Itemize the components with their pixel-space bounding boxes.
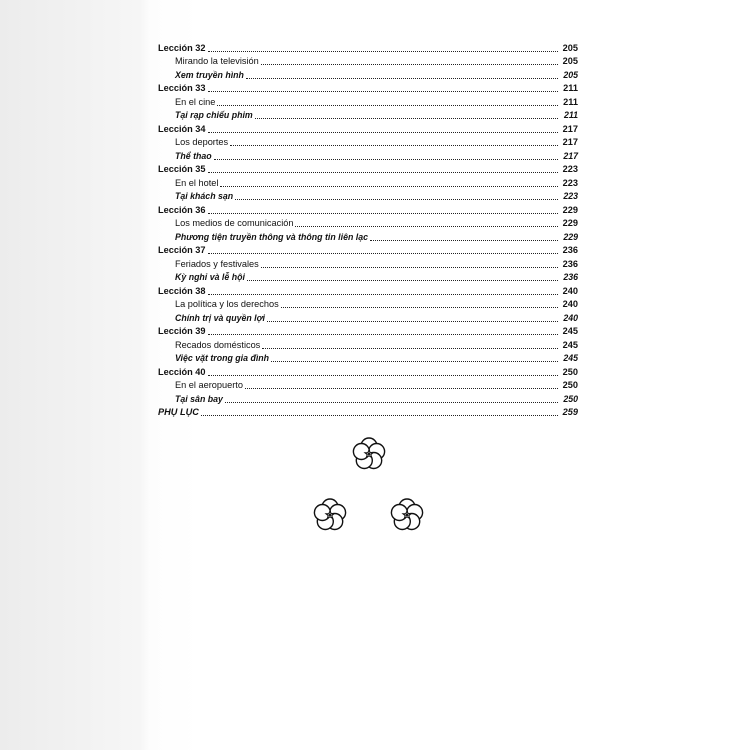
toc-entry-page-number: 250 bbox=[562, 366, 578, 377]
toc-entry-page-number: 240 bbox=[562, 285, 578, 296]
toc-entry-page-number: 245 bbox=[562, 339, 578, 350]
toc-entry-title: Feriados y festivales bbox=[175, 258, 259, 269]
flower-ornament-icon bbox=[353, 438, 384, 469]
toc-entry-vi bbox=[158, 391, 578, 405]
toc-entry-page-number: 229 bbox=[562, 204, 578, 215]
toc-entry-page-number: 217 bbox=[563, 150, 578, 161]
leader-dots bbox=[262, 347, 558, 349]
toc-entry-appendix bbox=[158, 405, 578, 419]
toc-entry-page-number: 236 bbox=[563, 272, 578, 282]
toc-entry-page-number: 236 bbox=[562, 258, 578, 269]
toc-entry-page-number: 240 bbox=[562, 299, 578, 309]
toc-entry-title: Lección 39 bbox=[158, 326, 206, 336]
toc-entry-page-number: 217 bbox=[562, 137, 578, 147]
toc-entry-title: En el hotel bbox=[175, 177, 219, 188]
toc-entry-page-number: 223 bbox=[563, 191, 578, 201]
toc-entry-vi bbox=[158, 270, 578, 284]
toc-entry-lesson bbox=[158, 324, 578, 338]
flower-ornament-icon bbox=[314, 499, 345, 530]
toc-entry-title: Thể thao bbox=[175, 150, 212, 161]
toc-entry-title: Lección 34 bbox=[158, 123, 206, 134]
toc-entry-title: Los medios de comunicación bbox=[175, 218, 294, 228]
table-of-contents bbox=[158, 40, 578, 418]
leader-dots bbox=[261, 63, 558, 65]
leader-dots bbox=[225, 401, 558, 403]
toc-entry-title: Lección 35 bbox=[158, 164, 206, 174]
toc-entry-es bbox=[158, 297, 578, 311]
leader-dots bbox=[230, 144, 558, 146]
leader-dots bbox=[247, 279, 558, 281]
toc-entry-lesson bbox=[158, 283, 578, 297]
toc-entry-title: La política y los derechos bbox=[175, 299, 279, 309]
toc-entry-page-number: 240 bbox=[563, 312, 578, 323]
toc-entry-vi bbox=[158, 310, 578, 324]
leader-dots bbox=[255, 117, 558, 119]
leader-dots bbox=[217, 104, 558, 106]
leader-dots bbox=[245, 387, 558, 389]
leader-dots bbox=[208, 171, 559, 173]
toc-entry-page-number: 229 bbox=[563, 231, 578, 242]
leader-dots bbox=[208, 131, 559, 133]
flower-ornament-icon bbox=[391, 499, 422, 530]
toc-entry-lesson bbox=[158, 40, 578, 54]
leader-dots bbox=[267, 320, 558, 322]
toc-entry-title: Xem truyền hình bbox=[175, 69, 244, 80]
leader-dots bbox=[235, 198, 558, 200]
toc-entry-page-number: 217 bbox=[562, 123, 578, 134]
leader-dots bbox=[208, 293, 559, 295]
leader-dots bbox=[281, 306, 558, 308]
leader-dots bbox=[370, 239, 558, 241]
toc-entry-page-number: 245 bbox=[563, 353, 578, 363]
toc-entry-title: Lección 33 bbox=[158, 83, 206, 93]
toc-entry-es bbox=[158, 94, 578, 108]
leader-dots bbox=[208, 374, 559, 376]
toc-entry-title: Recados domésticos bbox=[175, 339, 261, 350]
toc-entry-lesson bbox=[158, 243, 578, 257]
toc-entry-title: Tại khách sạn bbox=[175, 191, 234, 201]
toc-entry-lesson bbox=[158, 121, 578, 135]
toc-entry-page-number: 223 bbox=[562, 177, 578, 188]
toc-entry-vi bbox=[158, 229, 578, 243]
toc-entry-title: En el aeropuerto bbox=[175, 380, 243, 390]
leader-dots bbox=[246, 77, 558, 79]
toc-entry-title: Phương tiện truyền thông và thông tin liên lạc bbox=[175, 231, 369, 242]
toc-entry-page-number: 250 bbox=[563, 393, 578, 404]
toc-entry-page-number: 211 bbox=[563, 83, 578, 93]
toc-entry-es bbox=[158, 378, 578, 392]
leader-dots bbox=[208, 50, 559, 52]
leader-dots bbox=[201, 414, 558, 416]
toc-entry-title: Kỳ nghỉ và lễ hội bbox=[175, 272, 245, 282]
toc-entry-lesson bbox=[158, 81, 578, 95]
toc-entry-es bbox=[158, 337, 578, 351]
toc-entry-title: Lección 38 bbox=[158, 285, 206, 296]
toc-entry-title: Chính trị và quyền lợi bbox=[175, 312, 265, 323]
toc-entry-vi bbox=[158, 148, 578, 162]
toc-entry-page-number: 259 bbox=[562, 407, 578, 417]
toc-entry-title: Tại sân bay bbox=[175, 393, 223, 404]
toc-entry-page-number: 211 bbox=[563, 110, 578, 120]
leader-dots bbox=[220, 185, 558, 187]
leader-dots bbox=[208, 252, 559, 254]
toc-entry-es bbox=[158, 216, 578, 230]
toc-entry-vi bbox=[158, 189, 578, 203]
toc-entry-es bbox=[158, 135, 578, 149]
leader-dots bbox=[208, 333, 559, 335]
toc-entry-title: Mirando la televisión bbox=[175, 56, 259, 66]
toc-entry-vi bbox=[158, 351, 578, 365]
toc-entry-title: Việc vặt trong gia đình bbox=[175, 353, 270, 363]
toc-entry-vi bbox=[158, 108, 578, 122]
leader-dots bbox=[208, 90, 559, 92]
toc-entry-title: En el cine bbox=[175, 96, 216, 107]
toc-entry-es bbox=[158, 175, 578, 189]
toc-entry-title: Tại rạp chiếu phim bbox=[175, 110, 253, 120]
toc-entry-lesson bbox=[158, 364, 578, 378]
toc-entry-title: PHỤ LỤC bbox=[158, 407, 199, 417]
toc-entry-title: Lección 36 bbox=[158, 204, 206, 215]
toc-entry-es bbox=[158, 256, 578, 270]
toc-entry-vi bbox=[158, 67, 578, 81]
toc-entry-title: Los deportes bbox=[175, 137, 229, 147]
leader-dots bbox=[261, 266, 558, 268]
toc-entry-page-number: 205 bbox=[562, 42, 578, 53]
toc-entry-title: Lección 37 bbox=[158, 245, 206, 255]
toc-entry-page-number: 223 bbox=[562, 164, 578, 174]
toc-entry-title: Lección 32 bbox=[158, 42, 206, 53]
leader-dots bbox=[295, 225, 558, 227]
toc-entry-title: Lección 40 bbox=[158, 366, 206, 377]
leader-dots bbox=[271, 360, 558, 362]
toc-entry-page-number: 229 bbox=[562, 218, 578, 228]
toc-entry-page-number: 250 bbox=[562, 380, 578, 390]
toc-entry-page-number: 245 bbox=[562, 326, 578, 336]
toc-entry-lesson bbox=[158, 202, 578, 216]
toc-entry-page-number: 211 bbox=[563, 96, 578, 107]
leader-dots bbox=[214, 158, 558, 160]
toc-entry-es bbox=[158, 54, 578, 68]
toc-entry-page-number: 205 bbox=[563, 69, 578, 80]
toc-entry-page-number: 236 bbox=[562, 245, 578, 255]
toc-entry-lesson bbox=[158, 162, 578, 176]
toc-entry-page-number: 205 bbox=[562, 56, 578, 66]
leader-dots bbox=[208, 212, 559, 214]
